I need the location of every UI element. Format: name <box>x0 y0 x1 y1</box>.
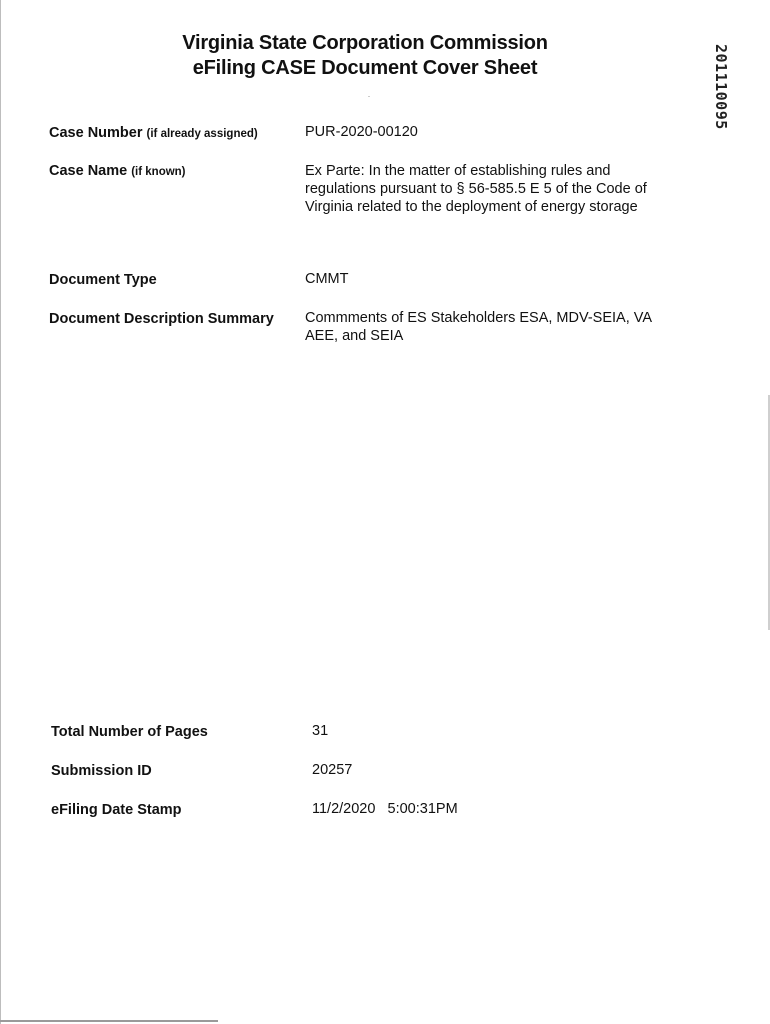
document-description-line: Commments of ES Stakeholders ESA, MDV-SEIA, VA <box>305 310 653 326</box>
total-pages-value: 31 <box>312 723 329 739</box>
scan-edge-left <box>0 0 1 1024</box>
case-name-qualifier: (if known) <box>131 166 186 178</box>
scan-speck <box>368 96 370 97</box>
document-description-value <box>305 309 652 345</box>
date-stamp-label: eFiling Date Stamp <box>51 802 182 818</box>
case-name-line: Virginia related to the deployment of energy storage <box>305 199 638 215</box>
document-description-label: Document Description Summary <box>49 311 274 327</box>
document-stamp-number: 201110095 <box>712 44 730 130</box>
document-type-value: CMMT <box>305 271 349 287</box>
case-number-label-text: Case Number <box>49 125 143 141</box>
document-description-line: AEE, and SEIA <box>305 328 404 344</box>
case-name-label <box>49 162 186 181</box>
case-name-line: Ex Parte: In the matter of establishing rules and <box>305 163 611 179</box>
page-subtitle: eFiling CASE Document Cover Sheet <box>192 57 538 79</box>
submission-id-value: 20257 <box>312 762 353 778</box>
case-number-qualifier: (if already assigned) <box>146 128 258 140</box>
date-stamp-value: 11/2/2020 5:00:31PM <box>312 801 458 817</box>
total-pages-label: Total Number of Pages <box>51 724 208 740</box>
submission-id-label: Submission ID <box>51 763 152 779</box>
page-title: Virginia State Corporation Commission <box>182 32 548 54</box>
document-type-label: Document Type <box>49 272 157 288</box>
case-number-value: PUR-2020-00120 <box>305 124 418 140</box>
case-name-label-text: Case Name <box>49 163 128 179</box>
case-number-label <box>49 124 258 143</box>
case-name-line: regulations pursuant to § 56-585.5 E 5 of the Code of <box>305 181 647 197</box>
case-name-value <box>305 162 647 216</box>
scan-bottom-line <box>0 1020 218 1022</box>
